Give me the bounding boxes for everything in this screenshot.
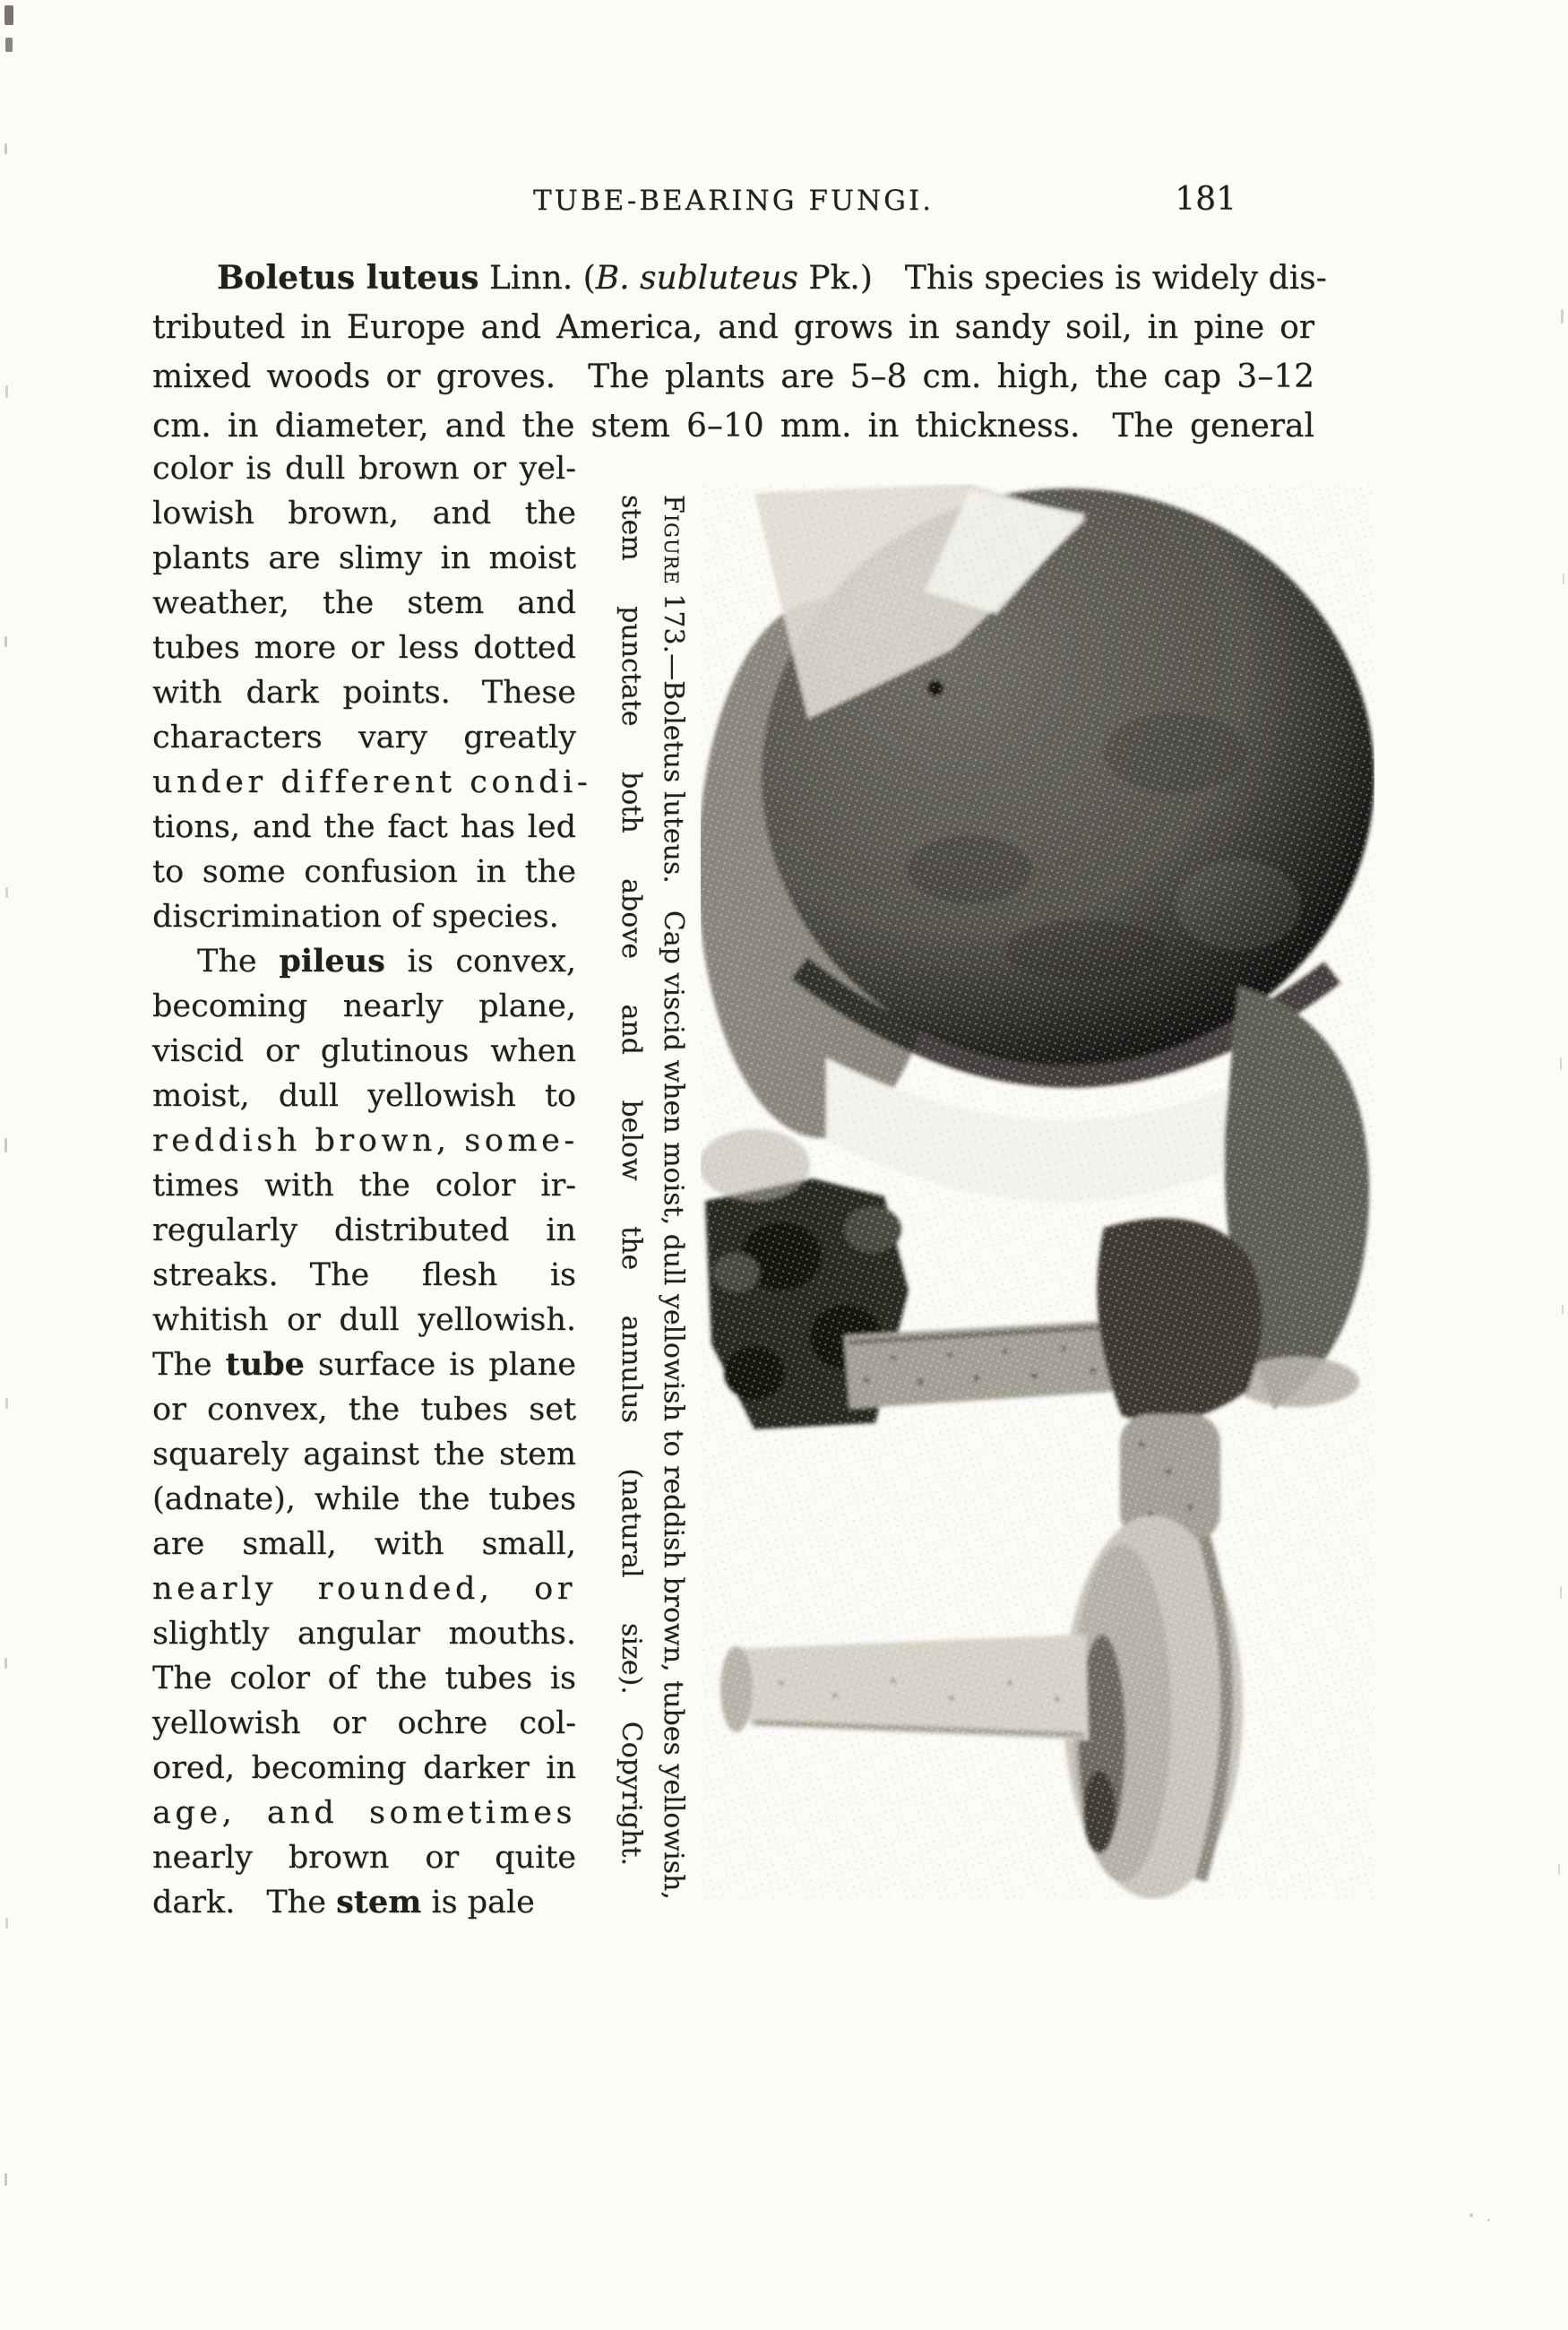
scan-speck <box>4 2173 7 2186</box>
text-line: whitish or dull yellowish. <box>152 1302 576 1338</box>
scan-speck <box>5 385 8 398</box>
scan-speck <box>4 5 13 25</box>
text-line: tributed in Europe and America, and grows in sandy soil, in pine or <box>152 309 1314 346</box>
left-column <box>152 446 592 1925</box>
text-line: dark. The stem is pale <box>152 1884 535 1920</box>
text-line: cm. in diameter, and the stem 6–10 mm. in thickness. The general <box>152 408 1314 444</box>
text-line: with dark points. These <box>152 675 576 711</box>
text-line: times with the color ir- <box>152 1168 576 1204</box>
text-line: (adnate), while the tubes <box>152 1481 576 1517</box>
text-line: nearly rounded, or <box>152 1571 576 1607</box>
text-line: viscid or glutinous when <box>152 1033 576 1069</box>
text-line: ored, becoming darker in <box>152 1750 576 1786</box>
text-line: plants are slimy in moist <box>152 540 576 576</box>
text-line: discrimination of species. <box>152 899 559 935</box>
text-line: are small, with small, <box>152 1526 576 1562</box>
page-number: 181 <box>1175 181 1236 218</box>
text-line: The pileus is convex, <box>197 943 576 979</box>
text-line: Boletus luteus Linn. (B. subluteus Pk.) This species is widely dis- <box>217 259 1327 297</box>
scan-speck <box>1558 1864 1560 1875</box>
figure-caption <box>610 495 694 1900</box>
text-line: characters vary greatly <box>152 720 576 755</box>
scan-speck <box>1560 1586 1562 1599</box>
scan-speck <box>1563 574 1564 584</box>
scan-speck <box>1562 1304 1564 1315</box>
scan-speck <box>1487 2219 1490 2222</box>
scan-speck <box>1561 309 1564 324</box>
caption-line-2: stem punctate both above and below the annulus (natural size). Copyright. <box>616 495 647 1866</box>
text-line: streaks. The flesh is <box>152 1257 576 1293</box>
halftone-dark-dots <box>701 484 1374 1900</box>
text-line: age, and sometimes <box>152 1795 576 1831</box>
text-line: The color of the tubes is <box>152 1661 576 1696</box>
text-line: moist, dull yellowish to <box>152 1078 576 1114</box>
text-line: nearly brown or quite <box>152 1840 576 1876</box>
text-line: tubes more or less dotted <box>152 630 576 666</box>
text-line: The tube surface is plane <box>152 1346 576 1383</box>
text-line: to some confusion in the <box>152 854 576 890</box>
scan-speck <box>4 1658 7 1669</box>
text-line: tions, and the fact has led <box>152 809 576 845</box>
text-line: lowish brown, and the <box>152 496 576 531</box>
scan-speck <box>1560 1057 1562 1070</box>
scan-speck <box>5 1918 8 1929</box>
text-line: regularly distributed in <box>152 1212 576 1248</box>
scan-speck <box>4 143 7 154</box>
scan-speck <box>4 1138 7 1152</box>
scan-speck <box>1469 2214 1473 2217</box>
text-line: squarely against the stem <box>152 1437 576 1472</box>
text-line: yellowish or ochre col- <box>152 1705 576 1741</box>
caption-line-1: Figure 173.—Boletus luteus. Cap viscid when moist, dull yellowish to reddish brown, tubes yellowish, <box>658 495 689 1900</box>
text-line: becoming nearly plane, <box>152 988 576 1024</box>
scan-speck <box>5 887 8 898</box>
text-line: reddish brown, some- <box>152 1123 579 1159</box>
text-line: or convex, the tubes set <box>152 1392 576 1428</box>
scan-speck <box>4 636 7 647</box>
text-line: weather, the stem and <box>152 585 576 621</box>
figure-photo <box>701 484 1374 1900</box>
scan-speck <box>5 38 13 52</box>
text-line: mixed woods or groves. The plants are 5–8 cm. high, the cap 3–12 <box>152 358 1314 395</box>
intro-paragraph <box>152 254 1327 451</box>
text-line: under different condi- <box>152 764 592 800</box>
running-head-title: TUBE-BEARING FUNGI. <box>532 185 934 217</box>
text-line: slightly angular mouths. <box>152 1616 576 1652</box>
text-line: color is dull brown or yel- <box>152 451 576 487</box>
scan-speck <box>5 1398 8 1409</box>
